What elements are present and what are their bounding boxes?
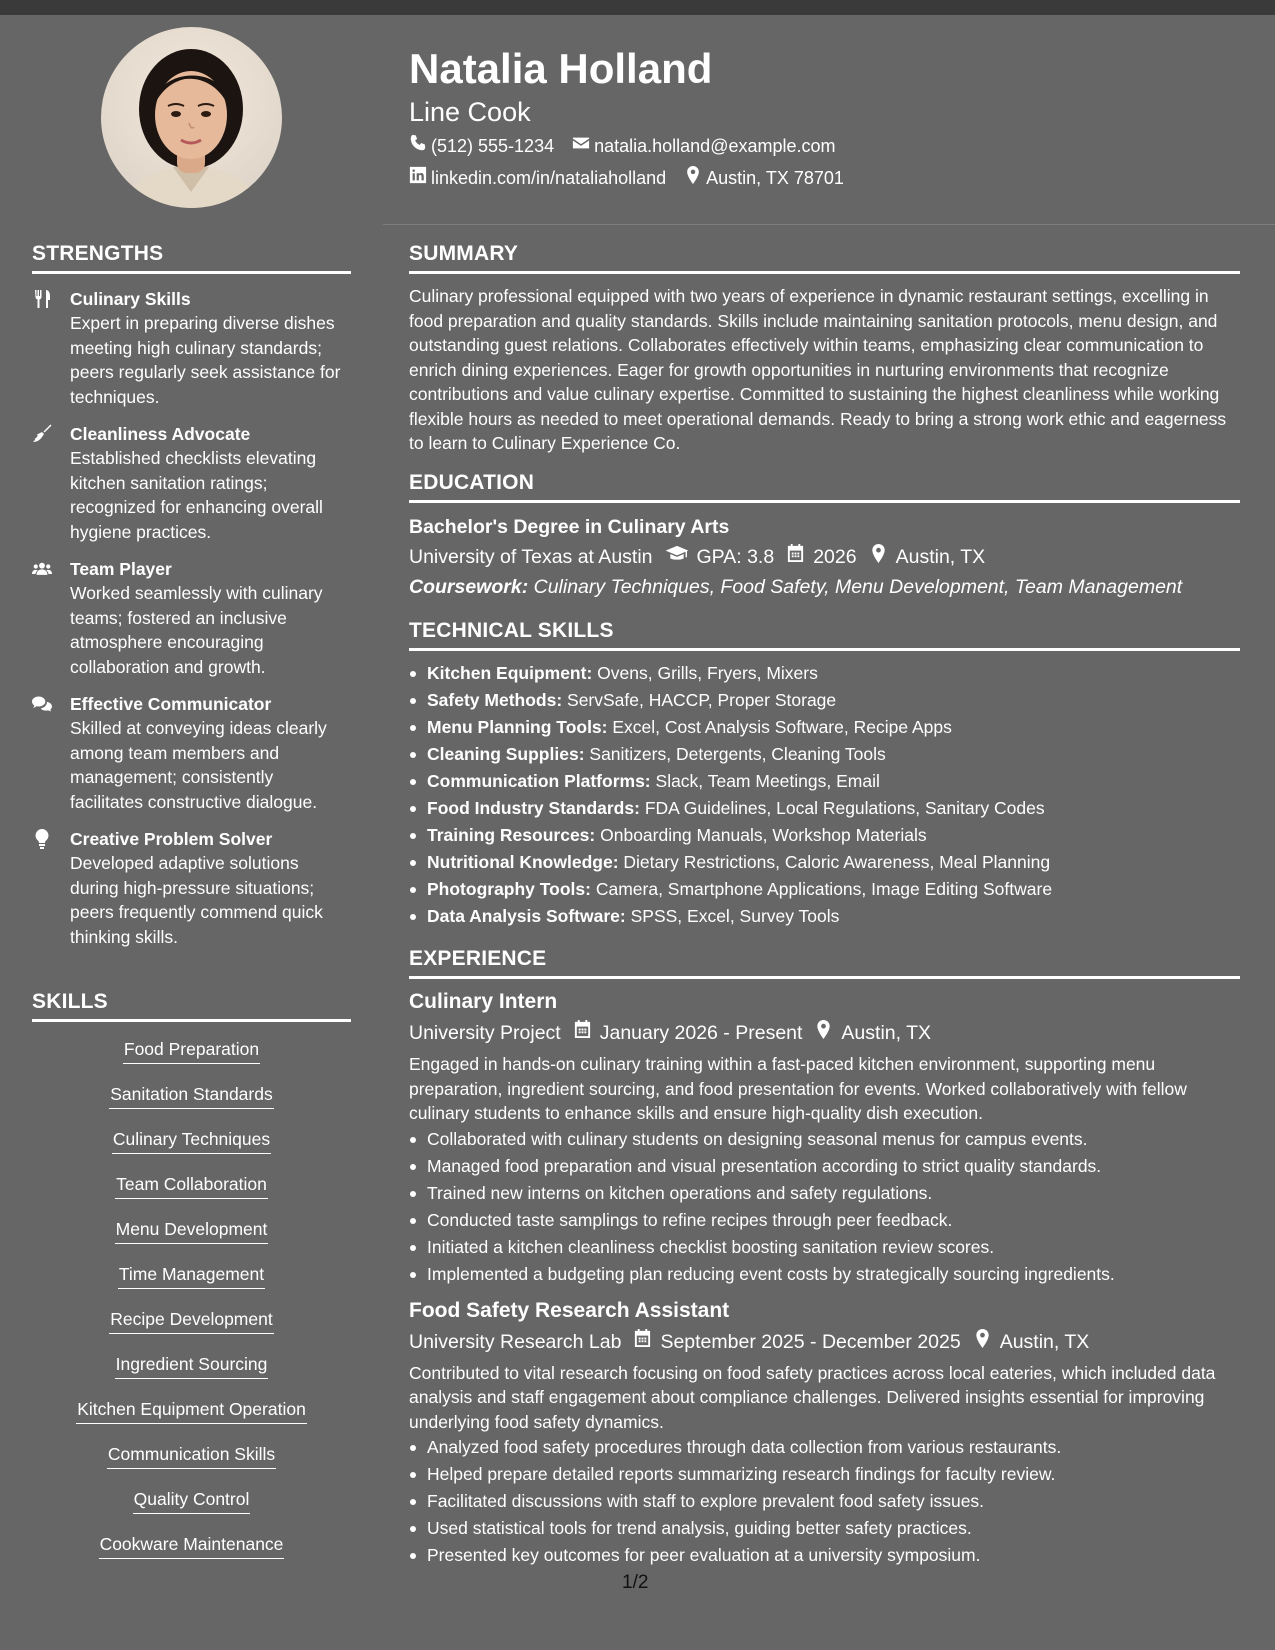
list-item: Helped prepare detailed reports summarizing research findings for faculty review. [409,1461,1240,1488]
strength-title: Creative Problem Solver [70,829,273,849]
strength-title: Effective Communicator [70,694,272,714]
list-item [409,714,1240,741]
list-item: Implemented a budgeting plan reducing event costs by strategically sourcing ingredients. [409,1261,1240,1288]
strength-item [32,557,351,679]
skill-values: FDA Guidelines, Local Regulations, Sanitary Codes [644,798,1045,818]
list-item [409,795,1240,822]
graduation-year: 2026 [813,546,857,568]
skill-values: Excel, Cost Analysis Software, Recipe Apps [612,717,952,737]
job-title: Culinary Intern [409,990,558,1013]
list-item [409,741,1240,768]
calendar-icon [561,1020,600,1046]
broom-icon [32,422,70,544]
skill-category: Training Resources: [427,825,596,845]
skill-values: ServSafe, HACCP, Proper Storage [567,690,837,710]
skill-category: Cleaning Supplies: [427,744,585,764]
skill-category: Menu Planning Tools: [427,717,608,737]
list-item [409,768,1240,795]
skill-tag: Ingredient Sourcing [115,1353,269,1379]
skill-values: Sanitizers, Detergents, Cleaning Tools [589,744,886,764]
job-meta [409,1020,1240,1046]
job-bullets [409,1434,1240,1569]
comments-icon [32,692,70,814]
job-location: Austin, TX [999,1330,1090,1353]
job-dates: September 2025 - December 2025 [660,1330,961,1353]
contact-row [409,134,836,158]
job-description: Contributed to vital research focusing on food safety practices across local eateries, which included data analysis and staff engagement about compliance challenges. Delivered insights essential for improving underlying food safety dynamics. [409,1362,1216,1432]
strength-description: Worked seamlessly with culinary teams; fostered an inclusive atmosphere encouraging collaboration and growth. [70,583,323,677]
job-location: Austin, TX [841,1022,932,1044]
strength-description: Developed adaptive solutions during high-pressure situations; peers frequently commend quick thinking skills. [70,853,323,947]
strength-item [32,692,351,814]
summary-section [409,241,1240,456]
strengths-heading: STRENGTHS [32,241,351,274]
linkedin-link[interactable]: linkedin.com/in/nataliaholland [431,168,667,188]
utensils-icon [32,287,70,409]
skill-tag: Culinary Techniques [112,1128,271,1154]
list-item [409,660,1240,687]
education-location: Austin, TX [895,546,986,568]
list-item: Analyzed food safety procedures through data collection from various restaurants. [409,1434,1240,1461]
skill-tag: Communication Skills [107,1443,276,1469]
skill-category: Nutritional Knowledge: [427,852,619,872]
skill-tag: Recipe Development [109,1308,273,1334]
skill-tag: Team Collaboration [115,1173,268,1199]
list-item: Presented key outcomes for peer evaluation at a university symposium. [409,1542,1240,1569]
strength-title: Culinary Skills [70,289,191,309]
list-item: Collaborated with culinary students on designing seasonal menus for campus events. [409,1126,1240,1153]
skill-category: Food Industry Standards: [427,798,640,818]
skill-values: Dietary Restrictions, Caloric Awareness, Meal Planning [623,852,1051,872]
job-dates: January 2026 - Present [599,1022,803,1044]
list-item [409,687,1240,714]
list-item: Trained new interns on kitchen operations and safety regulations. [409,1180,1240,1207]
graduation-cap-icon [653,544,697,570]
job-title: Food Safety Research Assistant [409,1298,730,1322]
degree-title: Bachelor's Degree in Culinary Arts [409,516,730,538]
school-name: University of Texas at Austin [409,546,653,568]
strength-item [32,287,351,409]
job-organization: University Project [409,1022,561,1044]
skill-values: Camera, Smartphone Applications, Image Editing Software [595,879,1053,899]
coursework-list: Culinary Techniques, Food Safety, Menu Development, Team Management [533,576,1183,598]
list-item: Managed food preparation and visual presentation according to strict quality standards. [409,1153,1240,1180]
job-entry [409,988,1240,1288]
education-meta [409,544,1240,570]
skill-tag: Time Management [118,1263,265,1289]
lightbulb-icon [32,827,70,949]
skill-values: Ovens, Grills, Fryers, Mixers [597,663,818,683]
strength-description: Expert in preparing diverse dishes meeting high culinary standards; peers regularly seek assistance for techniques. [70,313,341,407]
location-pin-icon [802,1020,841,1046]
job-description: Engaged in hands-on culinary training within a fast-paced kitchen environment, supporting menu preparation, ingredient sourcing, and food presentation for events. Worked collaboratively with fellow culinary students to enhance skills and ensure high-quality dish execution. [409,1054,1187,1123]
technical-skills-list [409,660,1240,930]
coursework-line [409,574,1240,600]
location-text: Austin, TX 78701 [706,168,844,188]
calendar-icon [774,544,813,570]
phone-number[interactable]: (512) 555-1234 [431,136,555,156]
calendar-icon [621,1329,660,1355]
list-item [409,876,1240,903]
header-divider [383,224,1275,225]
education-section [409,470,1240,600]
strength-item [32,827,351,949]
job-meta [409,1329,1240,1355]
job-bullets [409,1126,1240,1288]
linkedin-icon [409,166,427,190]
coursework-label: Coursework: [409,576,529,598]
candidate-role: Line Cook [409,97,531,127]
experience-section [409,946,1240,1569]
skill-tag: Kitchen Equipment Operation [76,1398,307,1424]
location-pin-icon [961,1329,1000,1355]
job-entry [409,1297,1240,1570]
list-item: Conducted taste samplings to refine recipes through peer feedback. [409,1207,1240,1234]
strength-title: Cleanliness Advocate [70,424,251,444]
skill-category: Safety Methods: [427,690,563,710]
email-icon [572,134,590,158]
technical-skills-heading: TECHNICAL SKILLS [409,618,1240,651]
skill-tag: Menu Development [115,1218,269,1244]
list-item [409,822,1240,849]
list-item [409,849,1240,876]
skill-category: Data Analysis Software: [427,906,626,926]
summary-heading: SUMMARY [409,241,1240,274]
strength-description: Skilled at conveying ideas clearly among team members and management; consistently facilitates constructive dialogue. [70,718,327,812]
location-pin-icon [684,166,702,190]
skills-list [32,1038,351,1578]
list-item: Facilitated discussions with staff to explore prevalent food safety issues. [409,1488,1240,1515]
top-bar [0,0,1275,15]
page-number: 1/2 [622,1572,649,1593]
list-item: Used statistical tools for trend analysis, guiding better safety practices. [409,1515,1240,1542]
skill-values: Onboarding Manuals, Workshop Materials [600,825,927,845]
skill-category: Communication Platforms: [427,771,651,791]
users-icon [32,557,70,679]
location-pin-icon [857,544,896,570]
technical-skills-section [409,618,1240,930]
list-item [409,903,1240,930]
skill-tag: Food Preparation [123,1038,260,1064]
strength-item [32,422,351,544]
summary-text: Culinary professional equipped with two years of experience in dynamic restaurant settings, excelling in food preparation and quality standards. Skills include maintaining sanitation protocols, menu design, and outstanding guest relations. Collaborates effectively within teams, emphasizing clear communication to enrich dining experiences. Eager for growth opportunities in nurturing environments that recognize contributions and value culinary expertise. Committed to sustaining the highest cleanliness while working flexible hours as needed to meet operational demands. Ready to bring a strong work ethic and eagerness to learn to Culinary Experience Co. [409,286,1227,453]
list-item: Initiated a kitchen cleanliness checklist boosting sanitation review scores. [409,1234,1240,1261]
gpa-text: GPA: 3.8 [696,546,775,568]
experience-heading: EXPERIENCE [409,946,1240,979]
strength-title: Team Player [70,559,172,579]
phone-icon [409,134,427,158]
job-organization: University Research Lab [409,1330,622,1353]
strengths-list [32,287,351,962]
skill-values: Slack, Team Meetings, Email [655,771,880,791]
education-heading: EDUCATION [409,470,1240,503]
skill-category: Kitchen Equipment: [427,663,593,683]
skill-tag: Quality Control [133,1488,251,1514]
skills-heading: SKILLS [32,989,351,1022]
profile-photo [101,27,282,208]
skill-values: SPSS, Excel, Survey Tools [630,906,840,926]
candidate-name: Natalia Holland [409,45,713,92]
skill-category: Photography Tools: [427,879,591,899]
skill-tag: Cookware Maintenance [99,1533,285,1559]
skill-tag: Sanitation Standards [109,1083,273,1109]
strength-description: Established checklists elevating kitchen sanitation ratings; recognized for enhancing overall hygiene practices. [70,448,323,542]
contact-row [409,166,844,190]
email-link[interactable]: natalia.holland@example.com [594,136,836,156]
